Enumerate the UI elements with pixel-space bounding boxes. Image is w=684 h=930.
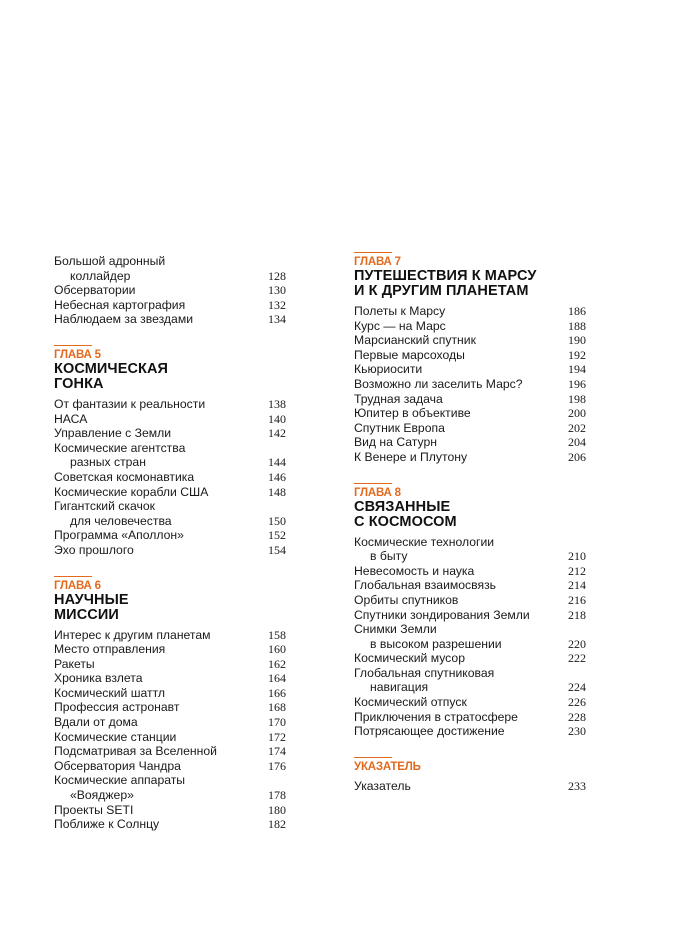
toc-entry-title: НАСА [54,411,88,426]
toc-entry-page: 190 [568,333,586,348]
toc-entry[interactable] [54,298,286,313]
toc-entry-title: Обсерватория Чандра [54,758,181,773]
toc-entry-title: Поближе к Солнцу [54,817,160,832]
toc-entry-title: Вдали от дома [54,715,138,730]
toc-entry-title: Ракеты [54,656,95,671]
toc-entry[interactable] [54,543,286,558]
toc-entry[interactable] [54,642,286,657]
toc-entry-page: 154 [268,542,286,557]
toc-entry-title: Космические корабли США [54,484,209,499]
toc-entry-title: Юпитер в объективе [354,406,471,421]
toc-entry[interactable] [54,441,286,470]
toc-entry-page: 128 [268,268,286,283]
toc-entry-title-continued: в высоком разрешении [370,636,502,651]
toc-entry[interactable] [354,779,586,794]
toc-entry-page: 142 [268,426,286,441]
toc-entry-title: Указатель [354,778,411,793]
toc-entry[interactable] [354,348,586,363]
toc-entry[interactable] [354,333,586,348]
toc-entry[interactable] [54,283,286,298]
toc-entry-title: Вид на Сатурн [354,435,437,450]
toc-entry-page: 188 [568,318,586,333]
chapter-label: ГЛАВА 8 [354,486,401,499]
toc-entry-title-continued: навигация [370,680,429,695]
toc-entry[interactable] [54,397,286,412]
toc-entry[interactable] [354,421,586,436]
toc-entry-title: Гигантский скачок [54,499,155,514]
toc-entry[interactable] [54,485,286,500]
toc-entry-page: 162 [268,656,286,671]
toc-entry-title: Космические агентства [54,440,186,455]
toc-entry-page: 168 [268,700,286,715]
toc-entry-title: Хроника взлета [54,671,143,686]
toc-entry-title-continued: разных стран [70,455,146,470]
toc-entry-title: Космический мусор [354,651,465,666]
toc-entry[interactable] [54,312,286,327]
toc-entry-page: 158 [268,627,286,642]
toc-entry-page: 233 [568,778,586,793]
toc-entry-page: 150 [268,513,286,528]
toc-entry-title: Орбиты спутников [354,592,459,607]
chapter-title: ПУТЕШЕСТВИЯ К МАРСУ [354,268,537,284]
chapter-label: ГЛАВА 5 [54,348,101,361]
toc-entry-page: 212 [568,563,586,578]
chapter-title: СВЯЗАННЫЕ [354,498,451,515]
toc-entry[interactable] [54,470,286,485]
chapter-title: НАУЧНЫЕ [54,591,129,608]
toc-entry-page: 202 [568,420,586,435]
chapter-rule [54,576,92,577]
chapter-header [54,576,286,623]
toc-entry[interactable] [354,564,586,579]
toc-entry-title: Подсматривая за Вселенной [54,744,217,759]
chapter-header [354,483,586,530]
toc-entry[interactable] [354,362,586,377]
toc-entry-title: Спутники зондирования Земли [354,607,530,622]
chapter-label: ГЛАВА 6 [54,579,101,592]
toc-entry-page: 222 [568,651,586,666]
toc-entry[interactable] [54,254,286,283]
toc-entry-page: 144 [268,455,286,470]
chapter-rule [354,757,392,758]
toc-entry-title: Эхо прошлого [54,542,134,557]
toc-entry-page: 140 [268,411,286,426]
toc-entry-title: Снимки Земли [354,622,437,637]
toc-entry-title-continued: для человечества [70,513,172,528]
toc-entry-page: 216 [568,592,586,607]
toc-entry[interactable] [54,759,286,774]
toc-entry-page: 228 [568,709,586,724]
toc-entry-title: Место отправления [54,642,166,657]
toc-entry-title: Космические аппараты [54,773,186,788]
toc-entry-title: Марсианский спутник [354,333,476,348]
toc-entry-title: Возможно ли заселить Марс? [354,376,523,391]
chapter-label: ГЛАВА 7 [354,256,401,268]
toc-entry-title: Советская космонавтика [54,469,195,484]
toc-entry[interactable] [354,695,586,710]
toc-entry-page: 182 [268,817,286,832]
toc-entry[interactable] [54,671,286,686]
toc-entry[interactable] [354,593,586,608]
toc-entry[interactable] [354,304,586,319]
chapter-rule [54,345,92,346]
toc-entry[interactable] [54,817,286,832]
toc-entry-title: От фантазии к реальности [54,396,206,411]
chapter-title: И К ДРУГИМ ПЛАНЕТАМ [354,283,529,299]
chapter-title: ГОНКА [54,375,104,392]
toc-entry-title: Проекты SETI [54,802,134,817]
toc-entry-title: Глобальная взаимосвязь [354,578,497,593]
toc-entry-title: Интерес к другим планетам [54,627,211,642]
toc-entry-title-continued: коллайдер [70,268,131,283]
toc-entry-page: 186 [568,304,586,318]
toc-entry[interactable] [354,535,586,564]
chapter-rule [354,483,392,484]
toc-entry[interactable] [354,724,586,739]
toc-entry-page: 198 [568,391,586,406]
toc-entry-title: Наблюдаем за звездами [54,312,194,327]
toc-entry-title-continued: «Вояджер» [70,788,134,803]
toc-entry[interactable] [354,406,586,421]
toc-entry[interactable] [54,528,286,543]
toc-entry-page: 180 [268,802,286,817]
toc-entry[interactable] [354,710,586,725]
toc-entry-page: 226 [568,695,586,710]
chapter-header [354,757,586,774]
toc-entry-page: 170 [268,715,286,730]
toc-entry-title: Приключения в стратосфере [354,709,518,724]
chapter-title: С КОСМОСОМ [354,513,457,530]
toc-entry[interactable] [354,392,586,407]
toc-entry[interactable] [54,657,286,672]
toc-entry[interactable] [54,744,286,759]
toc-entry-title: Управление с Земли [54,426,172,441]
toc-entry-page: 172 [268,729,286,744]
toc-entry-page: 164 [268,671,286,686]
toc-entry[interactable] [54,803,286,818]
toc-entry[interactable] [354,435,586,450]
toc-entry-page: 176 [268,758,286,773]
toc-entry[interactable] [54,426,286,441]
toc-entry-page: 148 [268,484,286,499]
toc-entry-title: Невесомость и наука [354,563,475,578]
toc-entry-title: Спутник Европа [354,420,445,435]
toc-entry-page: 146 [268,469,286,484]
toc-entry-page: 134 [268,312,286,327]
toc-entry-title: Курс — на Марс [354,318,446,333]
toc-entry-title: Большой адронный [54,254,166,268]
chapter-title: МИССИИ [54,606,119,623]
toc-entry[interactable] [354,622,586,651]
toc-entry-title: Обсерватории [54,283,136,298]
toc-entry-title: Космический шаттл [54,685,166,700]
toc-entry-title: Космические технологии [354,534,495,549]
toc-entry-page: 160 [268,642,286,657]
toc-entry[interactable] [54,499,286,528]
toc-entry-title: Небесная картография [54,297,186,312]
toc-entry-page: 210 [568,549,586,564]
toc-entry[interactable] [54,412,286,427]
toc-entry-page: 214 [568,578,586,593]
toc-entry[interactable] [354,450,586,465]
toc-entry-page: 196 [568,376,586,391]
toc-entry-title: Потрясающее достижение [354,724,505,739]
toc-entry-page: 230 [568,724,586,739]
toc-entry-page: 178 [268,788,286,803]
toc-entry-title: Глобальная спутниковая [354,665,495,680]
toc-entry-page: 204 [568,435,586,450]
toc-entry-page: 220 [568,636,586,651]
toc-entry-title: Профессия астронавт [54,700,180,715]
toc-entry-page: 138 [268,396,286,411]
toc-entry-title: Программа «Аполлон» [54,528,184,543]
toc-entry[interactable] [54,773,286,802]
chapter-rule [354,252,392,253]
toc-entry-title-continued: в быту [370,549,408,564]
toc-entry-page: 194 [568,362,586,377]
toc-entry[interactable] [54,628,286,643]
toc-entry-title: К Венере и Плутону [354,449,468,464]
toc-entry-title: Космические станции [54,729,177,744]
toc-entry-page: 192 [568,347,586,362]
toc-entry-page: 132 [268,297,286,312]
toc-entry-page: 174 [268,744,286,759]
toc-left-column [54,254,286,832]
toc-right-column [354,252,586,793]
toc-entry[interactable] [354,666,586,695]
toc-entry-page: 218 [568,607,586,622]
toc-entry-page: 166 [268,685,286,700]
toc-entry-page: 130 [268,283,286,298]
toc-entry[interactable] [354,651,586,666]
toc-entry[interactable] [54,700,286,715]
toc-entry[interactable] [54,730,286,745]
toc-entry-title: Первые марсоходы [354,347,465,362]
toc-entry-title: Трудная задача [354,391,443,406]
chapter-title: КОСМИЧЕСКАЯ [54,360,169,377]
toc-entry-page: 152 [268,528,286,543]
toc-entry[interactable] [354,377,586,392]
toc-entry[interactable] [354,608,586,623]
toc-entry[interactable] [54,686,286,701]
chapter-label: УКАЗАТЕЛЬ [354,760,421,773]
toc-entry[interactable] [354,319,586,334]
toc-entry-title: Космический отпуск [354,695,467,710]
toc-entry[interactable] [54,715,286,730]
toc-entry-title: Полеты к Марсу [354,304,446,318]
chapter-header [54,345,286,392]
toc-entry-page: 206 [568,449,586,464]
toc-entry-title: Кьюриосити [354,362,423,377]
toc-entry-page: 224 [568,680,586,695]
toc-entry-page: 200 [568,406,586,421]
chapter-header [354,252,586,299]
toc-entry[interactable] [354,578,586,593]
